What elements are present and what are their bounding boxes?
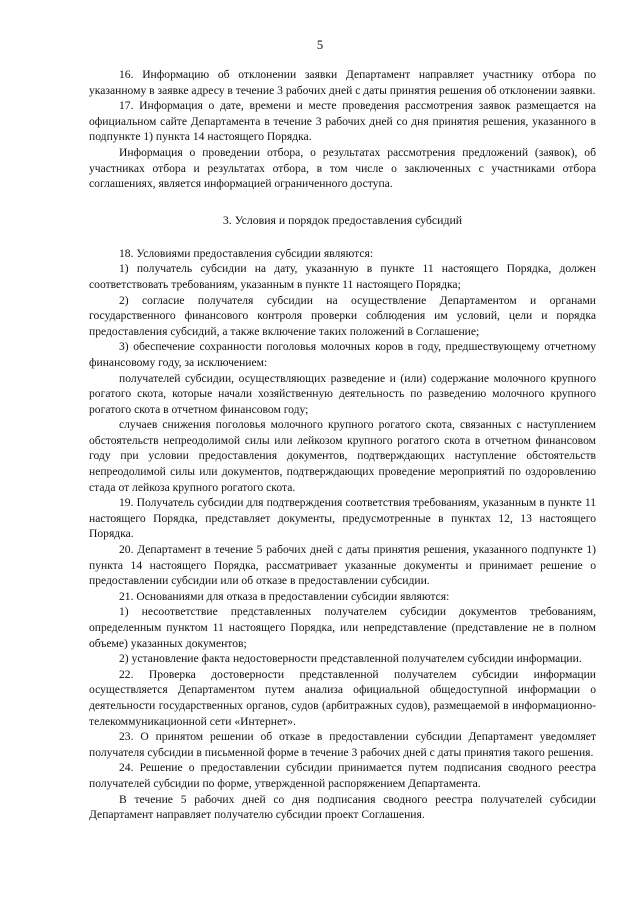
paragraph-16: 16. Информацию об отклонении заявки Департамент направляет участнику отбора по указанному в заявке адресу в течение 3 рабочих дней с даты принятия решения об отклонении заявки. [89,68,596,97]
page-number: 5 [316,38,324,52]
paragraph-20: 20. Департамент в течение 5 рабочих дней с даты принятия решения, указанного подпункте 1) пункта 14 настоящего Порядка, рассматривает указанные документы и принимает решение о предоставлении субсидии или об отказе в предоставлении субсидии. [89,543,596,588]
document-body [89,67,596,823]
paragraph-18-exception-2: случаев снижения поголовья молочного крупного рогатого скота, связанных с наступлением обстоятельств непреодолимой силы или лейкозом крупного рогатого скота в отчетном финансовом году при условии предоставления документов, подтверждающих наступление обстоятельств непреодолимой силы или документов, подтверждающих проведение мероприятий по оздоровлению стада от лейкоза крупного рогатого скота. [89,418,596,494]
paragraph-18-item-2: 2) согласие получателя субсидии на осуществление Департаментом и органами государственного финансового контроля проверки соблюдения им условий, цели и порядка предоставления субсидий, а также включение таких положений в Соглашение; [89,293,596,338]
paragraph-18-exception-1: получателей субсидии, осуществляющих разведение и (или) содержание молочного крупного рогатого скота, которые начали хозяйственную деятельность по разведению молочного крупного рогатого скота в отчетном финансовом году; [89,371,596,416]
paragraph-19: 19. Получатель субсидии для подтверждения соответствия требованиям, указанным в пункте 11 настоящего Порядка, представляет документы, предусмотренные в пунктах 12, 13 настоящего Порядка. [89,496,596,541]
paragraph-17: 17. Информация о дате, времени и месте проведения рассмотрения заявок размещается на официальном сайте Департамента в течение 3 рабочих дней со дня принятия решения, указанного в подпункте 1) пункта 14 настоящего Порядка. [89,99,596,144]
paragraph-18-item-1: 1) получатель субсидии на дату, указанную в пункте 11 настоящего Порядка, должен соответствовать требованиям, указанным в пункте 11 настоящего Порядка; [89,262,596,291]
paragraph-23: 23. О принятом решении об отказе в предоставлении субсидии Департамент уведомляет получателя субсидии в письменной форме в течение 3 рабочих дней с даты принятия такого решения. [89,730,596,759]
paragraph-24-agreement: В течение 5 рабочих дней со дня подписания сводного реестра получателей субсидии Департамент направляет получателю субсидии проект Соглашения. [89,792,596,822]
paragraph-21-item-2: 2) установление факта недостоверности представленной получателем субсидии информации. [119,652,582,666]
section-title: 3. Условия и порядок предоставления субсидий [222,212,463,227]
paragraph-22: 22. Проверка достоверности представленной получателем субсидии информации осуществляется Департаментом путем анализа официальной общедоступной информации о деятельности государственных органов, судов (арбитражных судов), размещаемой в информационно-телекоммуникационной сети «Интернет». [89,667,596,728]
paragraph-18: 18. Условиями предоставления субсидии являются: [119,246,374,260]
paragraph-21: 21. Основаниями для отказа в предоставлении субсидии являются: [119,589,450,603]
paragraph-24: 24. Решение о предоставлении субсидии принимается путем подписания сводного реестра получателей субсидии по форме, утвержденной распоряжением Департамента. [89,761,596,790]
paragraph-18-item-3: 3) обеспечение сохранности поголовья молочных коров в году, предшествующему отчетному финансовому году, за исключением: [89,340,596,369]
paragraph-21-item-1: 1) несоответствие представленных получателем субсидии документов требованиям, определенным пунктом 11 настоящего Порядка, или непредставление (представление не в полном объеме) указанных документов; [89,605,596,650]
paragraph-info-access: Информация о проведении отбора, о результатах рассмотрения предложений (заявок), об участниках отбора и результатах отбора, в том числе о заключенных с участниками отбора соглашениях, является информацией ограниченного доступа. [89,145,596,191]
